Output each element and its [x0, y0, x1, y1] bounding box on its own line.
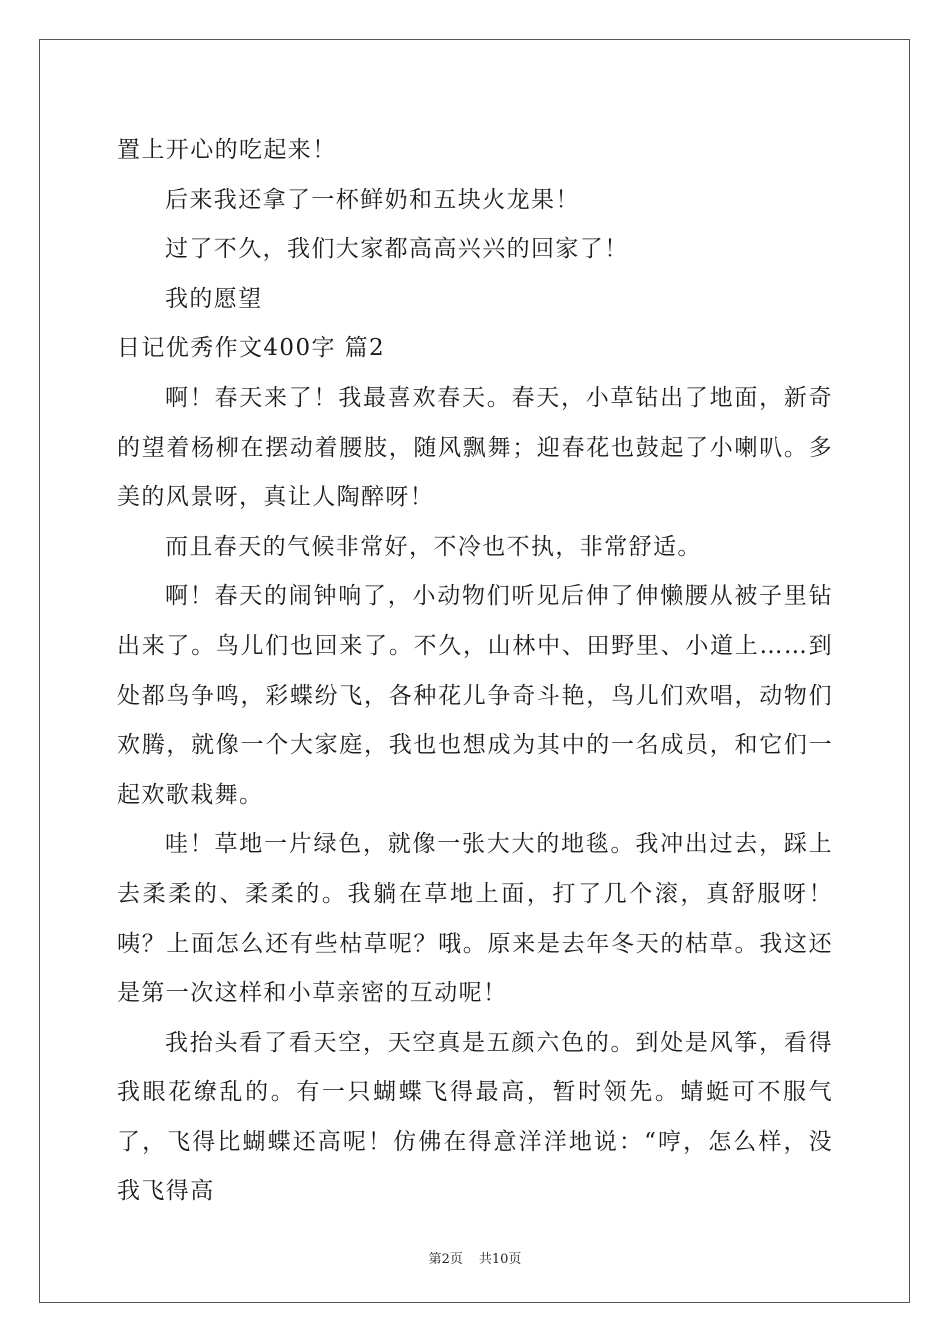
- paragraph-4: 我的愿望: [165, 285, 263, 312]
- paragraph-1: 置上开心的吃起来！: [117, 137, 337, 163]
- page-footer: [0, 1248, 950, 1267]
- paragraph-7: 而且春天的气候非常好，不冷也不执，非常舒适。: [165, 533, 702, 560]
- paragraph-8: 啊！春天的闹钟响了，小动物们听见后伸了伸懒腰从被子里钻出来了。鸟儿们也回来了。不久，山林中、田野里、小道上……到处都鸟争鸣，彩蝶纷飞，各种花儿争奇斗艳，鸟儿们欢唱，动物们欢腾，就像一个大家庭，我也也想成为其中的一名成员，和它们一起欢歌栽舞。: [117, 583, 833, 808]
- document-body: [117, 126, 833, 1217]
- page-total: 共10页: [478, 1252, 522, 1267]
- section-heading: 日记优秀作文400字 篇2: [117, 335, 386, 362]
- paragraph-9: 哇！草地一片绿色，就像一张大大的地毯。我冲出过去，踩上去柔柔的、柔柔的。我躺在草地上面，打了几个滚，真舒服呀！咦？上面怎么还有些枯草呢？哦。原来是去年冬天的枯草。我这还是第一次这样和小草亲密的互动呢！: [117, 831, 833, 1007]
- paragraph-10: 我抬头看了看天空，天空真是五颜六色的。到处是风筝，看得我眼花缭乱的。有一只蝴蝶飞得最高，暂时领先。蜻蜓可不服气了，飞得比蝴蝶还高呢！仿佛在得意洋洋地说：“哼，怎么样，没我飞得高: [117, 1029, 833, 1205]
- paragraph-3: 过了不久，我们大家都高高兴兴的回家了！: [165, 236, 629, 263]
- paragraph-6: 啊！春天来了！我最喜欢春天。春天，小草钻出了地面，新奇的望着杨柳在摆动着腰肢，随风飘舞；迎春花也鼓起了小喇叭。多美的风景呀，真让人陶醉呀！: [117, 384, 833, 511]
- paragraph-2: 后来我还拿了一杯鲜奶和五块火龙果！: [165, 186, 580, 213]
- page-number: 第2页: [428, 1252, 463, 1267]
